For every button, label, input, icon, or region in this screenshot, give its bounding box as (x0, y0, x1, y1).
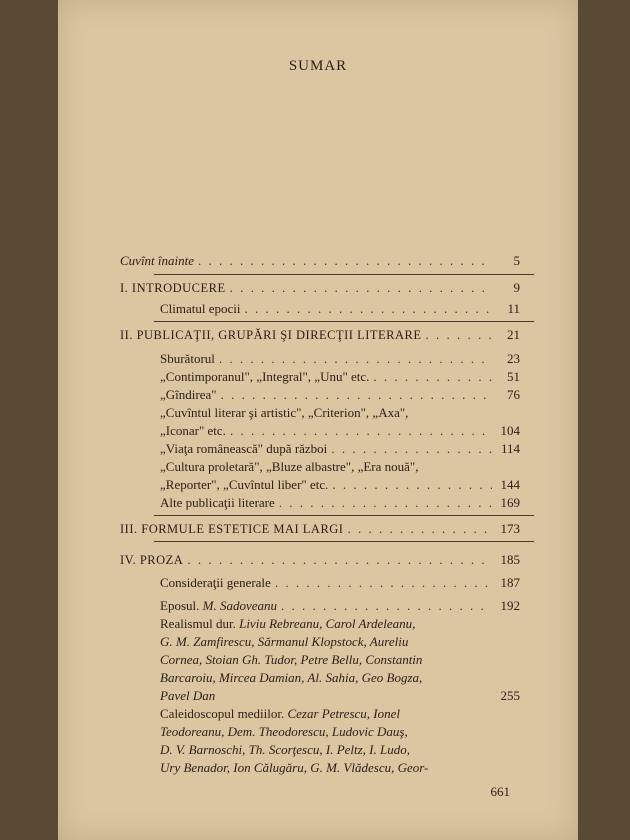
page-title: SUMAR (288, 58, 348, 74)
dot-leader (426, 327, 493, 343)
divider (154, 515, 534, 516)
toc-entry-alte: Alte publicaţii literare . . . 169 (160, 495, 520, 511)
dot-leader (373, 369, 492, 385)
dot-leader (275, 575, 492, 591)
toc-entry-caleidoscop-line2: Teodoreanu, Dem. Theodorescu, Ludovic Dauş, (160, 724, 408, 739)
toc-entry-climat: Climatul epocii . . . 11 (160, 301, 520, 317)
toc-entry-cuvint: Cuvînt înainte . . . 5 (120, 253, 520, 269)
toc-entry-caleidoscop-line4: Ury Benador, Ion Călugăru, G. M. Vlădescu, Geor- (160, 760, 429, 775)
toc-entry-section-1: I. INTRODUCERE . . . 9 (120, 280, 520, 296)
toc-entry-consideratii: Consideraţii generale . . . 187 (160, 575, 520, 591)
toc-entry-viata: „Viaţa românească" după război . . . 114 (160, 441, 520, 457)
dot-leader (219, 351, 492, 367)
toc-entry-realism-line5: Pavel Dan 255 (160, 688, 520, 703)
toc-entry-cultura-line2: „Reporter", „Cuvîntul liber" etc. . . . 144 (160, 477, 520, 493)
book-page (58, 0, 578, 840)
toc-entry-eposul: Eposul. M. Sadoveanu . . . 192 (160, 598, 520, 614)
toc-entry-gindirea: „Gîndirea" . . . 76 (160, 387, 520, 403)
divider (154, 274, 534, 275)
toc-entry-cuvintul-line1: „Cuvîntul literar şi artistic", „Criterion", „Axa", (160, 405, 409, 420)
dot-leader (279, 495, 492, 511)
toc-entry-cuvintul-line2: „Iconar" etc. . . . 104 (160, 423, 520, 439)
dot-leader (187, 552, 492, 568)
toc-entry-contimporanul: „Contimporanul", „Integral", „Unu" etc. . . . 51 (160, 369, 520, 385)
toc-entry-section-2: II. PUBLICAŢII, GRUPĂRI ŞI DIRECŢII LITERARE . . . 21 (120, 327, 520, 343)
dot-leader (198, 253, 492, 269)
toc-entry-caleidoscop-line3: D. V. Barnoschi, Th. Scorţescu, I. Peltz, I. Ludo, (160, 742, 410, 757)
divider (154, 321, 534, 322)
divider (154, 541, 534, 542)
toc-entry-realism-line4: Barcaroiu, Mircea Damian, Al. Sahia, Geo Bogza, (160, 670, 423, 685)
toc-entry-realism-line1: Realismul dur. Liviu Rebreanu, Carol Ardeleanu, (160, 616, 416, 631)
dot-leader (230, 423, 492, 439)
dot-leader (281, 598, 492, 614)
toc-entry-sburatorul: Sburătorul . . . 23 (160, 351, 520, 367)
dot-leader (332, 477, 492, 493)
dot-leader (221, 387, 492, 403)
toc-entry-section-3: III. FORMULE ESTETICE MAI LARGI . . . 173 (120, 521, 520, 537)
dot-leader (347, 521, 492, 537)
toc-entry-cultura-line1: „Cultura proletară", „Bluze albastre", „Era nouă", (160, 459, 419, 474)
dot-leader (331, 441, 492, 457)
toc-entry-realism-line3: Cornea, Stoian Gh. Tudor, Petre Bellu, Constantin (160, 652, 423, 667)
dot-leader (230, 280, 492, 296)
toc-entry-realism-line2: G. M. Zamfirescu, Sărmanul Klopstock, Aureliu (160, 634, 409, 649)
table-of-contents (58, 0, 578, 840)
page-number: 661 (490, 784, 510, 799)
toc-entry-caleidoscop-line1: Caleidoscopul mediilor. Cezar Petrescu, Ionel (160, 706, 400, 721)
toc-entry-section-4: IV. PROZA . . . 185 (120, 552, 520, 568)
dot-leader (245, 301, 492, 317)
